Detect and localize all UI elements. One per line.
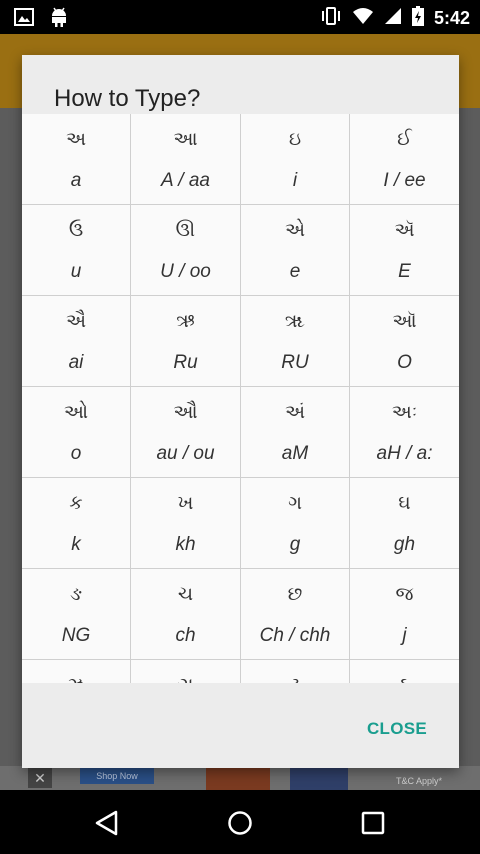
roman-transliteration: gh: [393, 534, 416, 555]
char-cell: [350, 205, 459, 296]
ad-image: [206, 768, 270, 790]
roman-transliteration: A / aa: [161, 170, 210, 191]
gujarati-char: ઊ: [175, 219, 196, 241]
status-bar: [0, 0, 480, 34]
roman-transliteration: u: [70, 261, 82, 282]
roman-transliteration: a: [70, 170, 82, 191]
android-icon: [50, 7, 68, 31]
roman-transliteration: g: [289, 534, 301, 555]
roman-transliteration: NG: [61, 625, 91, 646]
ad-image: [290, 768, 348, 790]
gujarati-char: ક: [69, 492, 83, 514]
gujarati-char: ૠ: [284, 310, 306, 332]
gujarati-char: ઉ: [68, 219, 84, 241]
roman-transliteration: ch: [175, 625, 196, 646]
roman-transliteration: O: [397, 352, 412, 373]
char-cell: [241, 387, 350, 478]
char-cell: [241, 205, 350, 296]
char-cell: [131, 478, 241, 569]
char-cell: [241, 569, 350, 660]
char-cell: [22, 114, 131, 205]
home-icon[interactable]: [225, 808, 255, 838]
wifi-icon: [352, 7, 374, 29]
char-cell: [350, 114, 459, 205]
char-cell: [350, 569, 459, 660]
roman-transliteration: RU: [281, 352, 309, 373]
char-cell: [241, 478, 350, 569]
gujarati-char: ઍ: [394, 219, 415, 241]
roman-transliteration: aM: [281, 443, 309, 464]
char-cell: [241, 296, 350, 387]
roman-transliteration: ai: [68, 352, 84, 373]
char-cell: [350, 296, 459, 387]
gujarati-char: ખ: [177, 492, 194, 514]
roman-transliteration: e: [289, 261, 301, 282]
status-time: 5:42: [433, 7, 470, 28]
battery-icon: [412, 6, 424, 30]
char-cell: [22, 478, 131, 569]
char-cell: [22, 205, 131, 296]
roman-transliteration: Ru: [173, 352, 198, 373]
ad-shop-now-button[interactable]: Shop Now: [80, 768, 154, 784]
roman-transliteration: k: [71, 534, 81, 555]
roman-transliteration: j: [402, 625, 407, 646]
vibrate-icon: [320, 6, 342, 30]
navigation-bar: [0, 790, 480, 854]
gujarati-char: ઐ: [65, 310, 87, 332]
char-cell: [131, 296, 241, 387]
recents-icon[interactable]: [358, 808, 388, 838]
gujarati-char: છ: [287, 583, 303, 605]
roman-transliteration: au / ou: [156, 443, 215, 464]
roman-transliteration: aH / a:: [376, 443, 433, 464]
gujarati-char: ઔ: [173, 401, 198, 423]
roman-transliteration: o: [70, 443, 82, 464]
roman-transliteration: kh: [175, 534, 196, 555]
gujarati-char: જ: [395, 583, 414, 605]
roman-transliteration: I / ee: [383, 170, 426, 191]
gujarati-char: એ: [284, 219, 306, 241]
gujarati-char: ઓ: [63, 401, 89, 423]
gujarati-char: ગ: [288, 492, 302, 514]
gujarati-char: ચ: [177, 583, 194, 605]
roman-transliteration: Ch / chh: [259, 625, 331, 646]
char-cell: [22, 387, 131, 478]
gujarati-char: ઋ: [176, 310, 195, 332]
gujarati-char: આ: [173, 128, 198, 150]
ad-terms-label: T&C Apply*: [396, 776, 443, 786]
gujarati-char: ઘ: [398, 492, 411, 514]
back-icon[interactable]: [92, 808, 122, 838]
char-cell: [131, 205, 241, 296]
close-button[interactable]: CLOSE: [366, 719, 427, 738]
dialog-footer: [22, 683, 459, 768]
ad-close-button[interactable]: ✕: [28, 768, 52, 788]
char-cell: [22, 569, 131, 660]
roman-transliteration: U / oo: [160, 261, 211, 282]
char-cell: [131, 569, 241, 660]
how-to-type-dialog: [22, 55, 459, 768]
character-table[interactable]: [22, 114, 459, 683]
gujarati-char: અ: [65, 128, 87, 150]
char-cell: [241, 114, 350, 205]
cell-signal-icon: [384, 7, 402, 29]
char-cell: [131, 114, 241, 205]
dialog-title: How to Type?: [54, 85, 201, 112]
gujarati-char: અઃ: [391, 401, 418, 423]
gujarati-char: ઈ: [397, 128, 412, 150]
gujarati-char: ઙ: [69, 583, 83, 605]
gallery-icon: [14, 8, 34, 30]
gujarati-char: ઑ: [392, 310, 417, 332]
gujarati-char: અં: [284, 401, 306, 423]
character-grid: [22, 114, 459, 751]
gujarati-char: ઇ: [288, 128, 302, 150]
roman-transliteration: i: [292, 170, 298, 191]
char-cell: [350, 387, 459, 478]
roman-transliteration: E: [398, 261, 411, 282]
char-cell: [350, 478, 459, 569]
char-cell: [131, 387, 241, 478]
char-cell: [22, 296, 131, 387]
